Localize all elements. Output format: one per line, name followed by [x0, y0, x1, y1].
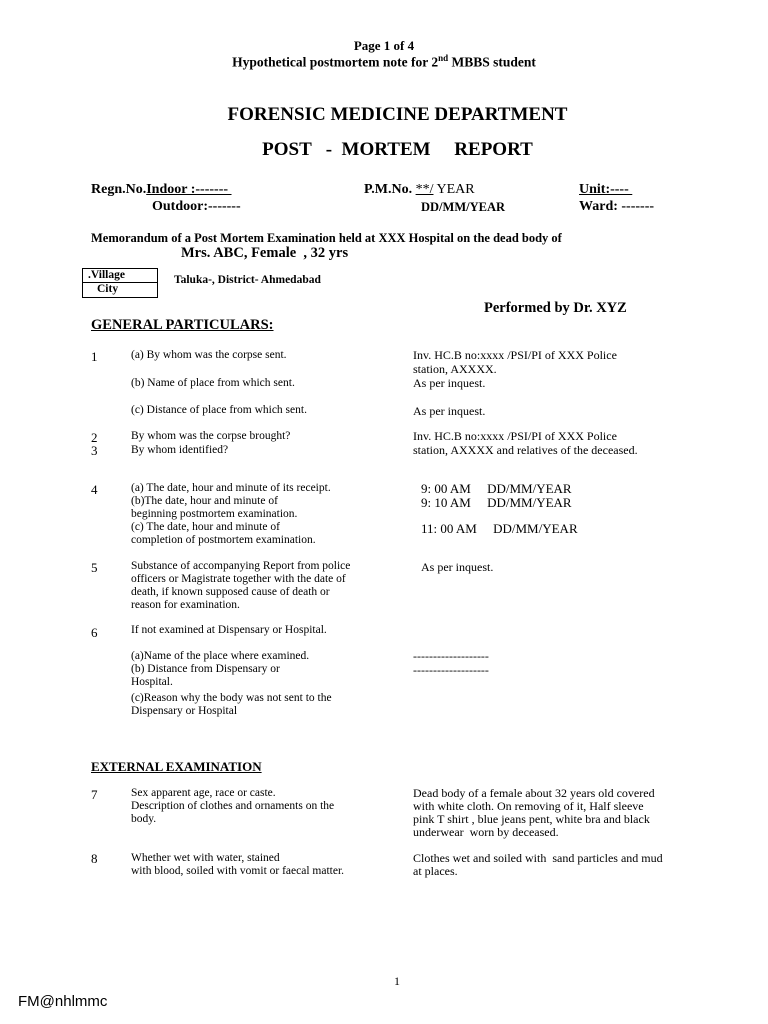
question-4b-line2: beginning postmortem examination. — [131, 508, 298, 520]
question-7-line3: body. — [131, 813, 157, 825]
question-5-line3: death, if known supposed cause of death or — [131, 586, 330, 598]
external-examination-heading: EXTERNAL EXAMINATION — [91, 759, 262, 774]
report-title: POST - MORTEM REPORT — [262, 139, 533, 160]
pm-year: YEAR — [433, 182, 475, 197]
pm-stars: **/ — [415, 182, 434, 197]
question-4c-line2: completion of postmortem examination. — [131, 534, 316, 546]
question-2: By whom was the corpse brought? — [131, 430, 291, 442]
item-number-2: 2 — [91, 430, 98, 445]
question-1a: (a) By whom was the corpse sent. — [131, 349, 287, 361]
answer-8-line1: Clothes wet and soiled with sand particles and mud — [413, 851, 663, 865]
question-4b-line1: (b)The date, hour and minute of — [131, 495, 278, 507]
answer-7-line1: Dead body of a female about 32 years old covered — [413, 786, 655, 800]
regn-prefix: Regn.No. — [91, 182, 147, 197]
answer-7-line4: underwear worn by deceased. — [413, 825, 559, 839]
answer-7-line2: with white cloth. On removing of it, Half sleeve — [413, 799, 644, 813]
question-6b-line2: Hospital. — [131, 676, 173, 688]
question-5-line1: Substance of accompanying Report from police — [131, 560, 351, 572]
question-7-line1: Sex apparent age, race or caste. — [131, 787, 276, 799]
answer-4a: 9: 00 AM DD/MM/YEAR — [421, 481, 572, 496]
question-6c-line2: Dispensary or Hospital — [131, 705, 238, 717]
answer-8-line2: at places. — [413, 864, 458, 878]
question-1b: (b) Name of place from which sent. — [131, 377, 295, 389]
village-label: .Village — [88, 269, 125, 281]
subtitle-superscript: nd — [438, 53, 449, 63]
question-5-line4: reason for examination. — [131, 599, 240, 611]
watermark-text: FM@nhlmmc — [18, 993, 108, 1010]
city-label: City — [97, 283, 119, 295]
question-7-line2: Description of clothes and ornaments on the — [131, 800, 335, 812]
page-indicator: Page 1 of 4 — [353, 38, 415, 53]
item-number-3: 3 — [91, 443, 98, 458]
answer-5: As per inquest. — [421, 560, 494, 574]
registration-number — [91, 182, 232, 198]
question-1c: (c) Distance of place from which sent. — [131, 404, 307, 416]
pm-label: P.M.No. — [364, 182, 416, 197]
item-number-4: 4 — [91, 482, 98, 497]
answer-1c: As per inquest. — [413, 404, 486, 418]
answer-1b: As per inquest. — [413, 376, 486, 390]
question-4c-line1: (c) The date, hour and minute of — [131, 521, 280, 533]
answer-6b: ------------------- — [413, 663, 489, 677]
memorandum-text: Memorandum of a Post Mortem Examination held at XXX Hospital on the dead body of — [91, 231, 562, 245]
question-8-line2: with blood, soiled with vomit or faecal matter. — [131, 865, 345, 877]
item-number-1: 1 — [91, 349, 98, 364]
question-6a: (a)Name of the place where examined. — [131, 650, 310, 662]
outdoor-field: Outdoor:------- — [152, 199, 241, 214]
question-5-line2: officers or Magistrate together with the date of — [131, 573, 346, 585]
indoor-field: Indoor :------- — [146, 182, 232, 197]
subtitle-text: Hypothetical postmortem note for 2 — [232, 54, 439, 70]
subtitle-text-end: MBBS student — [448, 54, 536, 70]
item-number-8: 8 — [91, 851, 98, 866]
question-6: If not examined at Dispensary or Hospital. — [131, 624, 327, 636]
question-6b-line1: (b) Distance from Dispensary or — [131, 663, 280, 675]
ward-field: Ward: ------- — [579, 199, 655, 214]
deceased-details: Mrs. ABC, Female , 32 yrs — [181, 245, 349, 261]
general-particulars-heading: GENERAL PARTICULARS: — [91, 317, 274, 333]
item-number-7: 7 — [91, 787, 98, 802]
answer-4b: 9: 10 AM DD/MM/YEAR — [421, 495, 572, 510]
performed-by: Performed by Dr. XYZ — [484, 300, 627, 316]
box-divider — [83, 282, 157, 283]
answer-2-line1: Inv. HC.B no:xxxx /PSI/PI of XXX Police — [413, 429, 617, 443]
item-number-5: 5 — [91, 560, 98, 575]
question-3: By whom identified? — [131, 444, 229, 456]
document-subtitle — [0, 53, 768, 71]
page-number: 1 — [394, 974, 400, 988]
answer-7-line3: pink T shirt , blue jeans pent, white bra and black — [413, 812, 650, 826]
taluka-district: Taluka-, District- Ahmedabad — [174, 274, 321, 286]
question-6c-line1: (c)Reason why the body was not sent to the — [131, 692, 332, 704]
answer-1a-line2: station, AXXXX. — [413, 362, 497, 376]
answer-4c: 11: 00 AM DD/MM/YEAR — [421, 521, 578, 536]
answer-6a: ------------------- — [413, 649, 489, 663]
unit-field: Unit:---- — [579, 182, 633, 197]
pm-number — [364, 182, 475, 198]
answer-2-line2: station, AXXXX and relatives of the deceased. — [413, 443, 638, 457]
question-4a: (a) The date, hour and minute of its receipt. — [131, 482, 331, 494]
answer-1a-line1: Inv. HC.B no:xxxx /PSI/PI of XXX Police — [413, 348, 617, 362]
village-city-box — [82, 268, 158, 298]
department-title: FORENSIC MEDICINE DEPARTMENT — [227, 104, 568, 125]
question-8-line1: Whether wet with water, stained — [131, 852, 280, 864]
pm-date: DD/MM/YEAR — [421, 200, 506, 214]
item-number-6: 6 — [91, 625, 98, 640]
